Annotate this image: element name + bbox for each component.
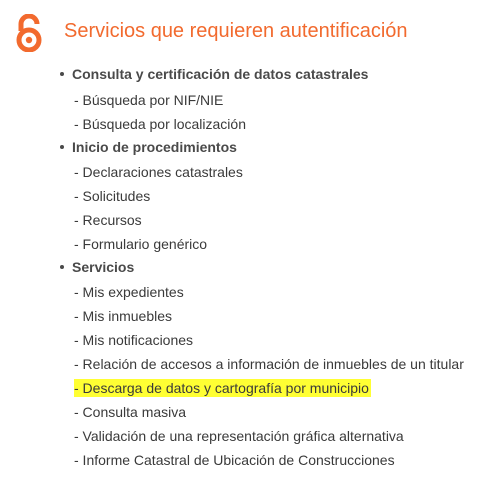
link-informe-catastral[interactable]: - Informe Catastral de Ubicación de Construcciones xyxy=(74,452,395,468)
link-consulta-masiva[interactable]: - Consulta masiva xyxy=(74,404,187,420)
link-relacion-accesos[interactable]: - Relación de accesos a información de inmuebles de un titular xyxy=(74,356,464,372)
section-label: Consulta y certificación de datos catastrales xyxy=(72,66,369,82)
link-formulario-generico[interactable]: - Formulario genérico xyxy=(74,236,208,252)
bullet-icon xyxy=(60,145,64,149)
page-header xyxy=(12,14,408,52)
link-mis-expedientes[interactable]: - Mis expedientes xyxy=(74,284,184,300)
link-busqueda-nif[interactable]: - Búsqueda por NIF/NIE xyxy=(74,92,224,108)
link-solicitudes[interactable]: - Solicitudes xyxy=(74,188,151,204)
bullet-icon xyxy=(60,72,64,76)
link-busqueda-localizacion[interactable]: - Búsqueda por localización xyxy=(74,116,246,132)
section-servicios xyxy=(60,259,134,275)
link-recursos[interactable]: - Recursos xyxy=(74,212,142,228)
link-descarga-datos-highlighted[interactable]: - Descarga de datos y cartografía por municipio xyxy=(74,380,369,396)
section-procedimientos xyxy=(60,139,237,155)
link-declaraciones[interactable]: - Declaraciones catastrales xyxy=(74,164,243,180)
section-consulta xyxy=(60,66,368,82)
link-mis-notificaciones[interactable]: - Mis notificaciones xyxy=(74,332,194,348)
link-mis-inmuebles[interactable]: - Mis inmuebles xyxy=(74,308,173,324)
link-validacion-representacion[interactable]: - Validación de una representación gráfica alternativa xyxy=(74,428,404,444)
section-label: Servicios xyxy=(72,259,135,275)
bullet-icon xyxy=(60,265,64,269)
open-lock-icon xyxy=(12,14,46,52)
section-label: Inicio de procedimientos xyxy=(72,139,237,155)
page-title: Servicios que requieren autentificación xyxy=(64,19,408,42)
